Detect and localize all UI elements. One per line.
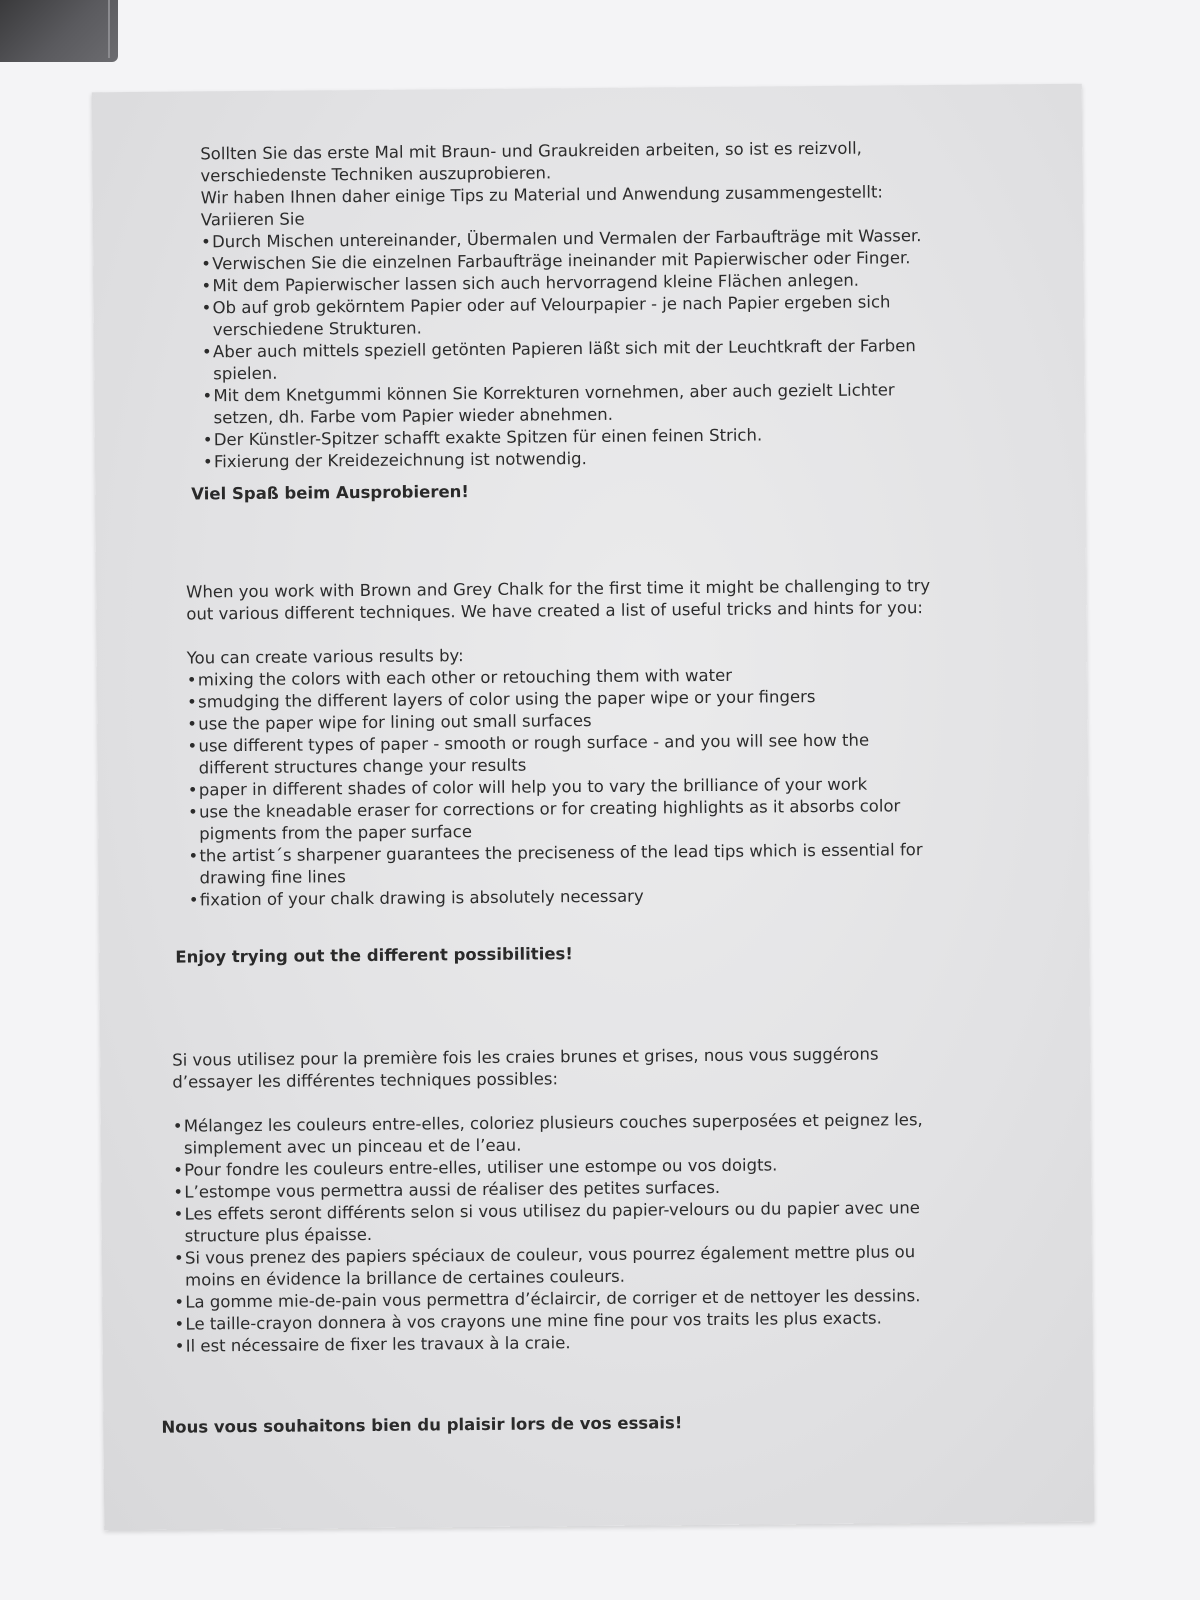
german-intro-line: Wir haben Ihnen daher einige Tips zu Material und Anwendung zusammengestellt: — [200, 182, 884, 208]
list-item: • smudging the different layers of color using the paper wipe or your fingers — [187, 684, 1067, 714]
english-tips-list — [187, 662, 1069, 912]
list-item: • Si vous prenez des papiers spéciaux de couleur, vous pourrez également mettre plus ou moins en évidence la brillance de certaines couleurs. — [174, 1240, 1074, 1292]
list-item: • La gomme mie-de-pain vous permettra d’éclaircir, de corriger et de nettoyer les dessins. — [174, 1284, 1074, 1314]
list-item: • Mit dem Papierwischer lassen sich auch hervorragend kleine Flächen anlegen. — [201, 268, 1051, 297]
packaging-box-corner — [0, 0, 118, 62]
list-item: • Aber auch mittels speziell getönten Papieren läßt sich mit der Leuchtkraft der Farben spielen. — [202, 334, 1052, 385]
list-item: • the artist´s sharpener guarantees the preciseness of the lead tips which is essential for drawing fine lines — [188, 838, 1068, 890]
list-item: • Pour fondre les couleurs entre-elles, utiliser une estompe ou vos doigts. — [173, 1152, 1073, 1182]
german-tips-list — [201, 224, 1053, 473]
english-intro-line: When you work with Brown and Grey Chalk for the first time it might be challenging to try — [186, 576, 931, 602]
list-item: • mixing the colors with each other or retouching them with water — [187, 662, 1067, 692]
list-item: • L’estompe vous permettra aussi de réaliser des petites surfaces. — [173, 1174, 1073, 1204]
french-tips-list — [173, 1108, 1075, 1358]
german-section — [200, 136, 1053, 473]
german-intro-line: verschiedenste Techniken auszuprobieren. — [200, 163, 552, 186]
english-intro-line: out various different techniques. We have created a list of useful tricks and hints for you: — [186, 598, 924, 624]
german-intro-line: Variieren Sie — [200, 209, 305, 230]
english-lead: You can create various results by: — [186, 646, 464, 668]
list-item: • Mélangez les couleurs entre-elles, coloriez plusieurs couches superposées et peignez les, simplement avec un pinceau et de l’eau. — [173, 1108, 1073, 1160]
french-intro-line: d’essayer les différentes techniques possibles: — [172, 1069, 559, 1092]
list-item: • Durch Mischen untereinander, Übermalen und Vermalen der Farbaufträge mit Wasser. — [201, 224, 1051, 253]
english-section — [186, 574, 1069, 912]
list-item: • Le taille-crayon donnera à vos crayons une mine fine pour vos traits les plus exacts. — [174, 1306, 1074, 1336]
french-section — [172, 1042, 1075, 1358]
list-item: • use different types of paper - smooth or rough surface - and you will see how the different structures change your results — [187, 728, 1067, 780]
german-intro-line: Sollten Sie das erste Mal mit Braun- und Graukreiden arbeiten, so ist es reizvoll, — [200, 138, 862, 164]
list-item: • Il est nécessaire de fixer les travaux à la craie. — [175, 1328, 1075, 1358]
list-item: • Mit dem Knetgummi können Sie Korrekturen vornehmen, aber auch gezielt Lichter setzen, dh. Farbe vom Papier wieder abnehmen. — [202, 378, 1052, 429]
list-item: • use the kneadable eraser for corrections or for creating highlights as it absorbs color pigments from the paper surface — [188, 794, 1068, 846]
list-item: • Fixierung der Kreidezeichnung ist notwendig. — [203, 444, 1053, 473]
list-item: • Les effets seront différents selon si vous utilisez du papier-velours ou du papier avec une structure plus épaisse. — [173, 1196, 1073, 1248]
list-item: • fixation of your chalk drawing is absolutely necessary — [189, 882, 1069, 912]
list-item: • use the paper wipe for lining out small surfaces — [187, 706, 1067, 736]
english-closing: Enjoy trying out the different possibilities! — [175, 944, 573, 967]
german-closing: Viel Spaß beim Ausprobieren! — [191, 482, 469, 504]
list-item: • Verwischen Sie die einzelnen Farbaufträge ineinander mit Papierwischer oder Finger. — [201, 246, 1051, 275]
french-intro-line: Si vous utilisez pour la première fois les craies brunes et grises, nous vous suggérons — [172, 1044, 879, 1070]
list-item: • paper in different shades of color will help you to vary the brilliance of your work — [188, 772, 1068, 802]
list-item: • Der Künstler-Spitzer schafft exakte Spitzen für einen feinen Strich. — [203, 422, 1053, 451]
list-item: • Ob auf grob gekörntem Papier oder auf Velourpapier - je nach Papier ergeben sich verschiedene Strukturen. — [202, 290, 1052, 341]
instruction-sheet — [92, 84, 1095, 1531]
french-closing: Nous vous souhaitons bien du plaisir lors de vos essais! — [161, 1413, 683, 1437]
